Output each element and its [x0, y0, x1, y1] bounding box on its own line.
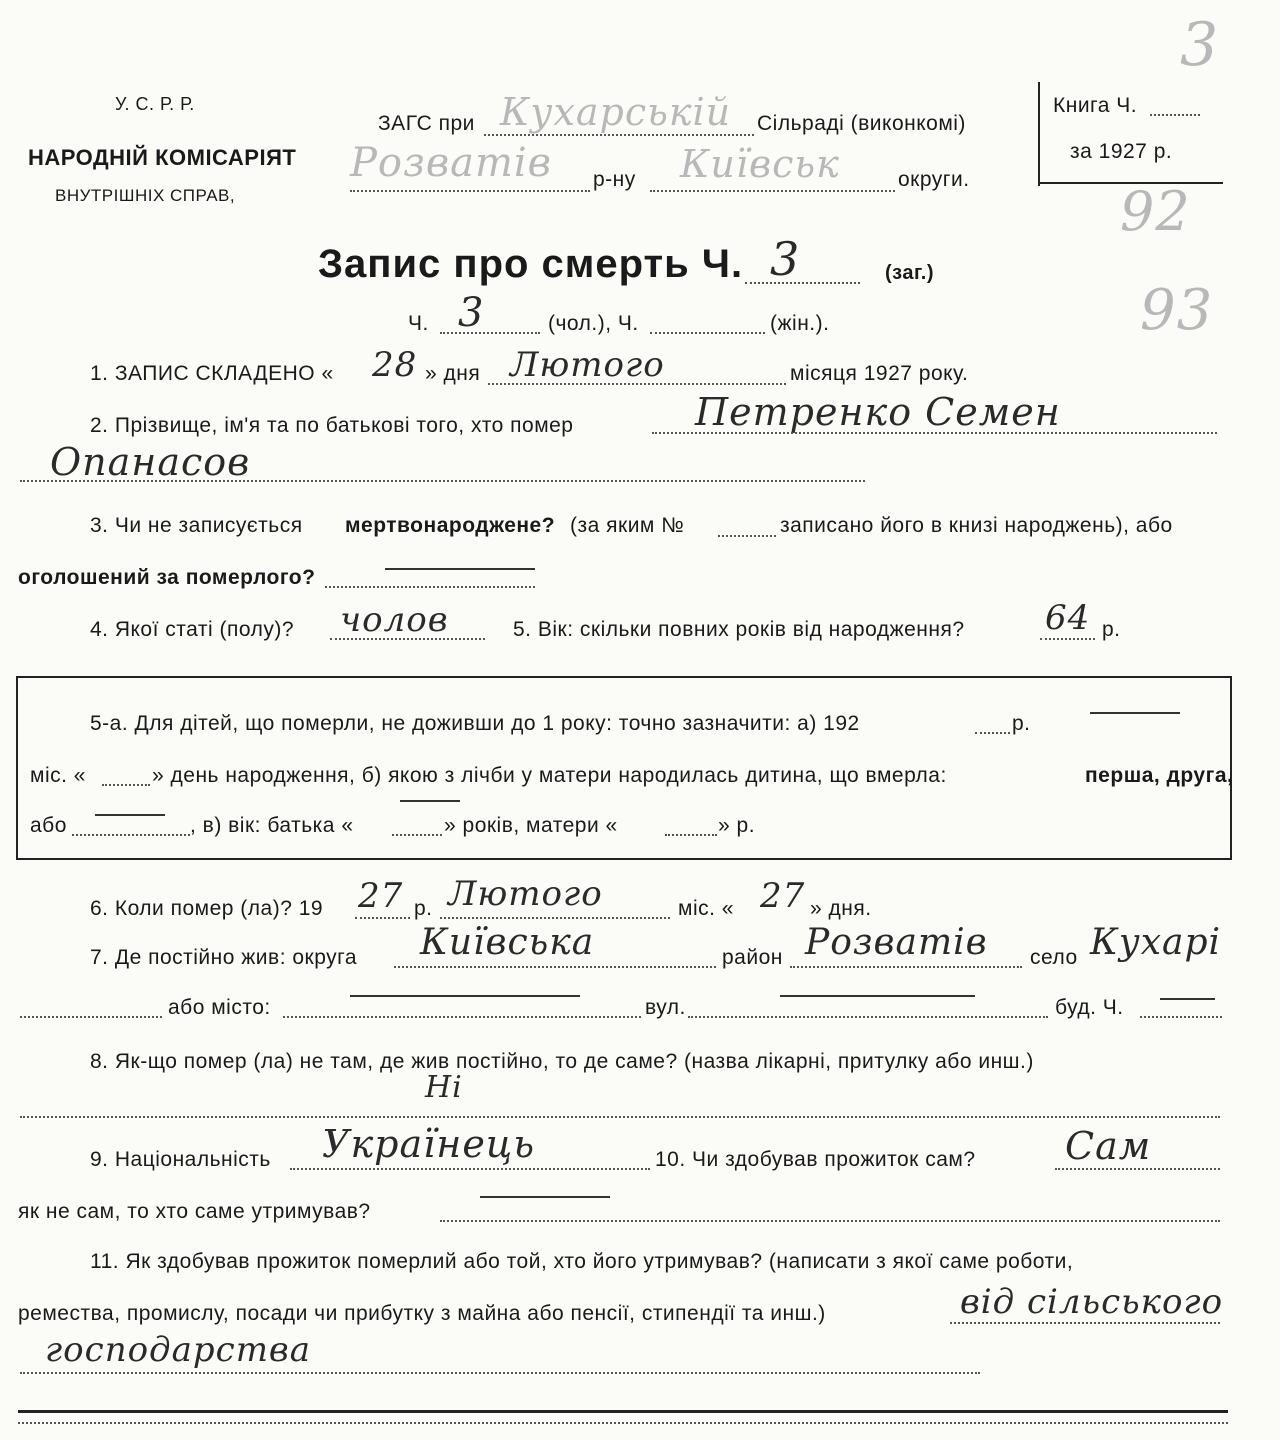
okrug-handwritten: Київськ [680, 142, 840, 186]
q6-day-suffix: » дня. [810, 897, 872, 920]
q1-day-handwritten: 28 [372, 345, 418, 385]
q5a-father-age-line [392, 834, 442, 836]
female-count-line [650, 332, 765, 334]
q7-rayon-line [790, 966, 1022, 968]
q3-line1-a: 3. Чи не записується [90, 514, 303, 537]
male-count-handwritten: 3 [458, 290, 485, 336]
q1-suffix: місяця 1927 року. [790, 362, 969, 385]
book-label: Книга Ч. [1053, 94, 1138, 117]
q5a-line3-b: , в) вік: батька « [190, 814, 354, 837]
q10-dash-mark [480, 1196, 610, 1198]
q5a-line2-b: » день народження, б) якою з лічби у матери народилась дитина, що вмерла: [152, 764, 947, 787]
q11-answer-handwritten-1: від сільського [960, 1282, 1224, 1322]
q7-city-dash [350, 995, 580, 997]
q5a-dash-mark-1 [1090, 712, 1180, 714]
male-ch-label: Ч. [408, 312, 429, 335]
q11-line2: ремества, промислу, посади чи прибутку з майна або пенсії, стипендії та инш.) [18, 1302, 826, 1325]
q7-okrug-handwritten: Київська [420, 922, 595, 963]
q7-city-pre-line [20, 1016, 162, 1018]
q7-bud-dash [1160, 998, 1215, 1000]
q5-age-line [1040, 638, 1095, 640]
q11-line1: 11. Як здобував прожиток померлий або той, хто його утримував? (написати з якої саме роботи, [90, 1250, 1074, 1273]
zags-prefix: ЗАГС при [378, 112, 475, 135]
q6-year-suffix: р. [414, 897, 433, 920]
q4-label: 4. Якої статі (полу)? [90, 618, 295, 641]
q8-answer-handwritten: Ні [425, 1070, 463, 1105]
margin-note-lower: 93 [1140, 278, 1214, 343]
q5a-line3-c: » років, матери « [444, 814, 618, 837]
q10-label: 10. Чи здобував прожиток сам? [655, 1148, 976, 1171]
bottom-rule [18, 1410, 1228, 1413]
q6-label: 6. Коли помер (ла)? 19 [90, 897, 324, 920]
record-title: Запис про смерть Ч. [318, 242, 744, 286]
q5-label: 5. Вік: скільки повних років від народження? [513, 618, 965, 641]
zags-suffix: Сільраді (виконкомі) [757, 112, 966, 135]
book-box-left-border [1038, 82, 1040, 186]
total-label: (заг.) [885, 262, 935, 284]
q5-age-suffix: р. [1102, 618, 1121, 641]
q5a-first-second-label: перша, друга, [1085, 764, 1234, 787]
q3-stillborn-label: мертвонароджене? [345, 514, 556, 537]
bottom-dotted-rule [18, 1422, 1228, 1424]
commissariat-line1: НАРОДНІЙ КОМІСАРІЯТ [28, 145, 297, 170]
q10-supporter-line [440, 1220, 1220, 1222]
q7-city-line [283, 1016, 641, 1018]
q3-number-line [718, 535, 776, 537]
district-handwritten: Розватів [350, 140, 552, 186]
female-label: (жін.). [770, 312, 830, 335]
q7-city-label: або місто: [168, 996, 271, 1019]
q1-month-handwritten: Лютого [510, 345, 665, 385]
okrug-label: округи. [898, 168, 970, 191]
q10-self-handwritten: Сам [1065, 1124, 1152, 1168]
q8-label: 8. Як-що помер (ла) не там, де жив постійно, то де саме? (назва лікарні, притулку або инш.) [90, 1050, 1034, 1073]
q5a-dash-mark-3 [400, 800, 460, 802]
q4-sex-handwritten: чолов [340, 600, 449, 640]
q2-patronymic-line [20, 480, 865, 482]
commissariat-line2: ВНУТРІШНІХ СПРАВ, [55, 186, 236, 205]
male-label: (чол.), Ч. [548, 312, 639, 335]
q2-patronymic-handwritten: Опанасов [50, 440, 251, 484]
q9-nationality-handwritten: Українець [322, 1122, 536, 1166]
q3-line1-d: записано його в книзі народжень), або [780, 514, 1173, 537]
q6-month-handwritten: Лютого [448, 874, 603, 914]
q5-age-handwritten: 64 [1045, 598, 1091, 638]
q6-year-line [355, 917, 410, 919]
q11-answer-line-2 [20, 1372, 980, 1374]
q3-line1-c: (за яким № [570, 514, 685, 537]
q6-month-line [440, 917, 670, 919]
q10-line2: як не сам, то хто саме утримував? [18, 1200, 371, 1223]
margin-note-top: 3 [1180, 10, 1220, 80]
male-count-line [440, 332, 540, 334]
q5a-mother-age-line [665, 834, 717, 836]
q5a-month-line [102, 784, 150, 786]
q8-answer-line [20, 1116, 1220, 1118]
q5a-order-line [72, 834, 190, 836]
q7-okrug-line [394, 966, 716, 968]
q4-sex-line [330, 638, 485, 640]
q2-name-handwritten: Петренко Семен [695, 390, 1061, 434]
margin-note-middle: 92 [1120, 180, 1191, 243]
q7-selo-handwritten: Кухарі [1090, 922, 1222, 963]
record-number-handwritten: 3 [770, 232, 801, 286]
q11-answer-line-1 [950, 1322, 1220, 1324]
q9-label: 9. Національність [90, 1148, 271, 1171]
q7-label: 7. Де постійно жив: округа [90, 946, 358, 969]
zags-handwritten: Кухарській [500, 90, 732, 134]
district-label: р-ну [593, 168, 636, 191]
q7-selo-label: село [1030, 946, 1078, 969]
district-line [350, 190, 590, 192]
q7-rayon-handwritten: Розватів [805, 922, 988, 963]
q7-bud-line [1140, 1016, 1222, 1018]
q9-nationality-line [290, 1168, 650, 1170]
q5a-line3-a: або [30, 814, 67, 837]
q2-label: 2. Прізвище, ім'я та по батькові того, хто помер [90, 414, 574, 437]
q7-bud-label: буд. Ч. [1055, 996, 1124, 1019]
q7-street-line [688, 1016, 1048, 1018]
q7-street-label: вул. [645, 996, 686, 1019]
q10-self-line [1055, 1168, 1220, 1170]
q5a-line3-d: » р. [718, 814, 756, 837]
q5a-dash-mark-2 [95, 814, 165, 816]
q7-street-dash [780, 995, 975, 997]
q6-day-handwritten: 27 [760, 876, 806, 916]
q5a-line1-b: р. [1012, 712, 1031, 735]
q6-year-handwritten: 27 [358, 876, 404, 916]
book-number-line [1150, 114, 1200, 116]
q7-rayon-label: район [722, 946, 783, 969]
okrug-line [650, 190, 895, 192]
q5a-line2-a: міс. « [30, 764, 86, 787]
q1-mid: » дня [425, 362, 481, 385]
q5a-line1-a: 5-а. Для дітей, що померли, не доживши до 1 року: точно зазначити: а) 192 [90, 712, 860, 735]
q3-dash-mark [385, 568, 535, 570]
q3-declared-dead-label: оголошений за померлого? [18, 566, 316, 589]
q2-name-line [652, 432, 1217, 434]
q6-month-label: міс. « [678, 897, 734, 920]
record-number-line [745, 282, 860, 284]
ussr-label: У. С. Р. Р. [115, 94, 195, 114]
book-year: за 1927 р. [1070, 140, 1173, 163]
q11-answer-handwritten-2: господарства [45, 1330, 311, 1370]
q3-declared-line [325, 586, 535, 588]
q1-prefix: 1. ЗАПИС СКЛАДЕНО « [90, 362, 334, 385]
q5a-year-line [975, 732, 1010, 734]
zags-line [484, 134, 754, 136]
q1-month-line [488, 383, 786, 385]
